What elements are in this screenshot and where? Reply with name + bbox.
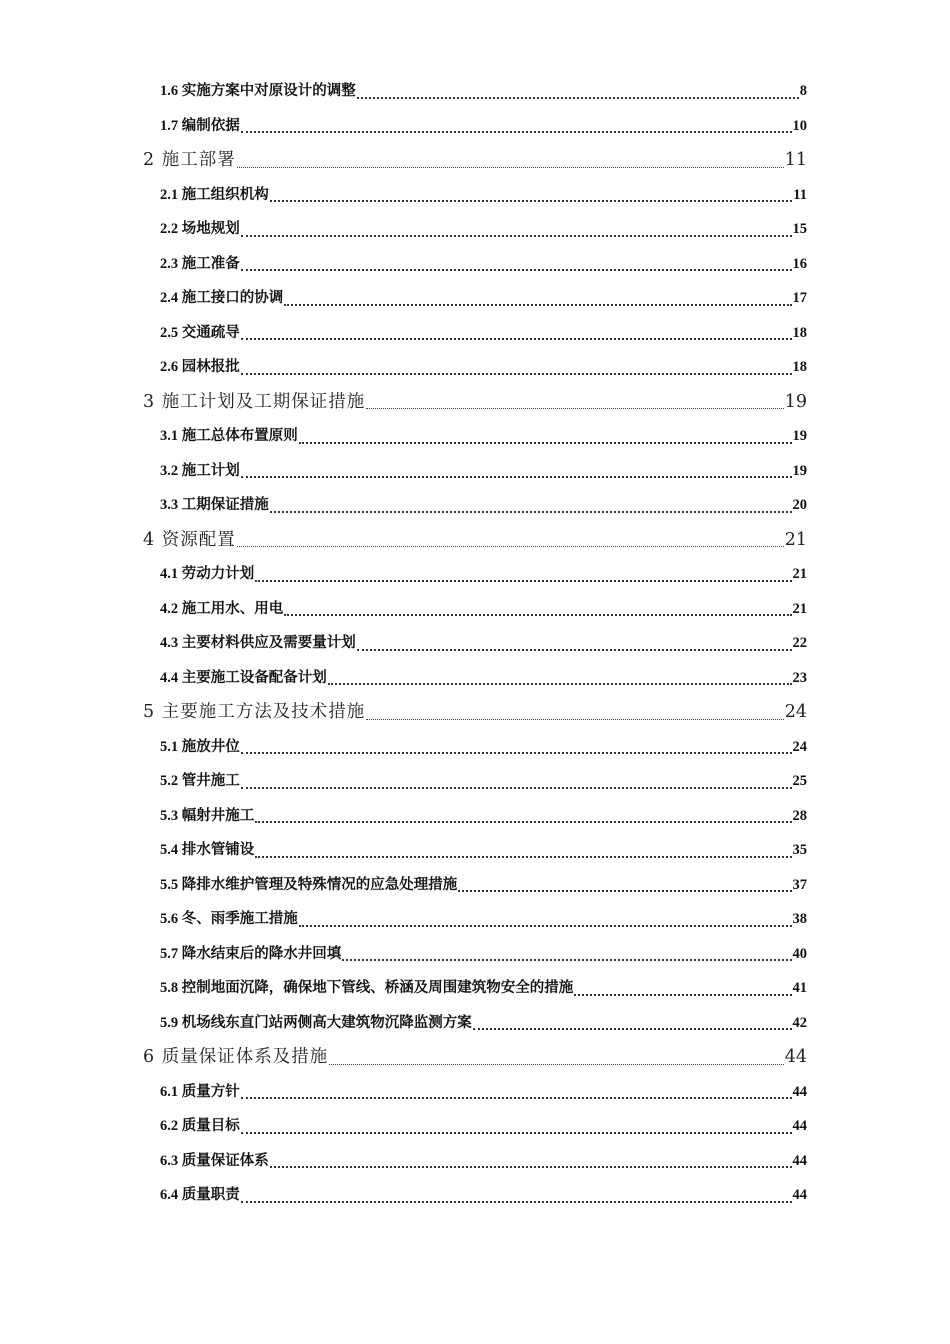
toc-page-number: 41 bbox=[792, 980, 807, 996]
toc-section-entry[interactable] bbox=[0, 626, 950, 661]
dot-leader bbox=[458, 868, 791, 903]
table-of-contents bbox=[0, 74, 950, 1213]
toc-page-number: 11 bbox=[793, 186, 807, 203]
toc-section-entry[interactable] bbox=[0, 454, 950, 489]
toc-page-number: 24 bbox=[784, 702, 807, 722]
dot-leader bbox=[255, 799, 791, 834]
toc-entry-title: 6 质量保证体系及措施 bbox=[143, 1047, 329, 1067]
toc-section-entry[interactable] bbox=[0, 350, 950, 385]
dot-leader bbox=[241, 316, 792, 351]
toc-entry-title: 2 施工部署 bbox=[143, 150, 236, 170]
toc-entry-title: 3.3 工期保证措施 bbox=[160, 497, 269, 513]
dot-leader bbox=[241, 1075, 792, 1110]
toc-section-entry[interactable] bbox=[0, 799, 950, 834]
dot-leader bbox=[241, 764, 792, 799]
toc-page-number: 22 bbox=[792, 635, 807, 651]
toc-section-entry[interactable] bbox=[0, 109, 950, 144]
dot-leader bbox=[237, 143, 784, 178]
toc-section-entry[interactable] bbox=[0, 868, 950, 903]
toc-section-entry[interactable] bbox=[0, 1075, 950, 1110]
toc-entry-title: 1.6 实施方案中对原设计的调整 bbox=[160, 83, 356, 99]
dot-leader bbox=[342, 937, 791, 972]
toc-entry-title: 5.3 幅射井施工 bbox=[160, 807, 255, 824]
toc-entry-title: 4 资源配置 bbox=[143, 529, 236, 550]
dot-leader bbox=[473, 1006, 792, 1041]
toc-entry-title: 5.7 降水结束后的降水井回填 bbox=[160, 945, 342, 962]
dot-leader bbox=[366, 385, 784, 420]
dot-leader bbox=[366, 695, 784, 730]
dot-leader bbox=[299, 419, 792, 454]
toc-page-number: 19 bbox=[784, 391, 807, 412]
toc-entry-title: 6.3 质量保证体系 bbox=[160, 1152, 269, 1169]
toc-entry-title: 6.1 质量方针 bbox=[160, 1083, 240, 1100]
toc-page-number: 11 bbox=[784, 150, 807, 170]
toc-entry-title: 4.2 施工用水、用电 bbox=[160, 600, 284, 617]
toc-entry-title: 3.1 施工总体布置原则 bbox=[160, 428, 298, 444]
toc-page-number: 44 bbox=[792, 1152, 807, 1169]
dot-leader bbox=[357, 626, 792, 661]
toc-page-number: 44 bbox=[784, 1047, 807, 1067]
toc-page-number: 21 bbox=[784, 529, 807, 550]
toc-page-number: 40 bbox=[792, 945, 807, 962]
toc-entry-title: 5.5 降排水维护管理及特殊情况的应急处理措施 bbox=[160, 876, 458, 893]
toc-page-number: 37 bbox=[792, 876, 807, 893]
dot-leader bbox=[241, 350, 792, 385]
toc-entry-title: 5.6 冬、雨季施工措施 bbox=[160, 911, 298, 927]
toc-section-entry[interactable] bbox=[0, 764, 950, 799]
toc-page-number: 38 bbox=[792, 911, 807, 927]
dot-leader bbox=[241, 109, 792, 144]
toc-section-entry[interactable] bbox=[0, 316, 950, 351]
dot-leader bbox=[574, 971, 791, 1006]
toc-entry-title: 4.1 劳动力计划 bbox=[160, 566, 255, 582]
toc-section-entry[interactable] bbox=[0, 833, 950, 868]
toc-section-entry[interactable] bbox=[0, 730, 950, 765]
toc-section-entry[interactable] bbox=[0, 902, 950, 937]
toc-page-number: 23 bbox=[792, 669, 807, 686]
dot-leader bbox=[241, 1178, 792, 1213]
toc-page-number: 10 bbox=[792, 117, 807, 134]
dot-leader bbox=[241, 1109, 792, 1144]
toc-page-number: 19 bbox=[792, 428, 807, 444]
dot-leader bbox=[241, 212, 792, 247]
toc-section-entry[interactable] bbox=[0, 488, 950, 523]
toc-page-number: 16 bbox=[792, 255, 807, 272]
toc-page-number: 21 bbox=[792, 600, 807, 617]
toc-entry-title: 3 施工计划及工期保证措施 bbox=[143, 391, 366, 412]
dot-leader bbox=[241, 454, 792, 489]
toc-entry-title: 5.2 管井施工 bbox=[160, 773, 240, 789]
toc-page-number: 18 bbox=[792, 324, 807, 341]
dot-leader bbox=[241, 730, 792, 765]
toc-entry-title: 4.4 主要施工设备配备计划 bbox=[160, 669, 327, 686]
toc-page-number: 42 bbox=[792, 1014, 807, 1031]
toc-page-number: 28 bbox=[792, 807, 807, 824]
dot-leader bbox=[284, 281, 791, 316]
toc-page-number: 18 bbox=[792, 359, 807, 375]
toc-entry-title: 2.1 施工组织机构 bbox=[160, 186, 269, 203]
dot-leader bbox=[237, 523, 784, 558]
toc-entry-title: 6.2 质量目标 bbox=[160, 1118, 240, 1134]
toc-entry-title: 5.8 控制地面沉降，确保地下管线、桥涵及周围建筑物安全的措施 bbox=[160, 980, 574, 996]
dot-leader bbox=[270, 1144, 792, 1179]
toc-section-entry[interactable] bbox=[0, 1109, 950, 1144]
toc-section-entry[interactable] bbox=[0, 661, 950, 696]
toc-entry-title: 2.3 施工准备 bbox=[160, 255, 240, 272]
toc-entry-title: 6.4 质量职责 bbox=[160, 1187, 240, 1203]
toc-section-entry[interactable] bbox=[0, 1006, 950, 1041]
toc-section-entry[interactable] bbox=[0, 1178, 950, 1213]
toc-entry-title: 5.9 机场线东直门站两侧高大建筑物沉降监测方案 bbox=[160, 1014, 472, 1031]
dot-leader bbox=[241, 247, 792, 282]
dot-leader bbox=[284, 592, 791, 627]
toc-chapter-entry[interactable] bbox=[0, 143, 950, 178]
dot-leader bbox=[329, 1040, 784, 1075]
dot-leader bbox=[299, 902, 792, 937]
toc-section-entry[interactable] bbox=[0, 419, 950, 454]
toc-chapter-entry[interactable] bbox=[0, 695, 950, 730]
toc-entry-title: 2.2 场地规划 bbox=[160, 221, 240, 237]
toc-chapter-entry[interactable] bbox=[0, 523, 950, 558]
dot-leader bbox=[357, 74, 799, 109]
dot-leader bbox=[270, 178, 793, 213]
toc-section-entry[interactable] bbox=[0, 937, 950, 972]
toc-entry-title: 3.2 施工计划 bbox=[160, 462, 240, 479]
toc-page-number: 24 bbox=[792, 738, 807, 755]
toc-page-number: 20 bbox=[792, 497, 807, 513]
toc-section-entry[interactable] bbox=[0, 971, 950, 1006]
toc-page-number: 15 bbox=[792, 221, 807, 237]
toc-section-entry[interactable] bbox=[0, 557, 950, 592]
toc-entry-title: 2.4 施工接口的协调 bbox=[160, 290, 284, 306]
toc-page-number: 35 bbox=[792, 842, 807, 858]
toc-entry-title: 2.6 园林报批 bbox=[160, 359, 240, 375]
toc-entry-title: 4.3 主要材料供应及需要量计划 bbox=[160, 635, 356, 651]
dot-leader bbox=[255, 557, 791, 592]
toc-entry-title: 5 主要施工方法及技术措施 bbox=[143, 702, 366, 722]
toc-page-number: 8 bbox=[799, 83, 807, 99]
toc-page-number: 17 bbox=[792, 290, 807, 306]
toc-entry-title: 5.4 排水管铺设 bbox=[160, 842, 255, 858]
toc-page-number: 25 bbox=[792, 773, 807, 789]
toc-page-number: 44 bbox=[792, 1187, 807, 1203]
toc-chapter-entry[interactable] bbox=[0, 385, 950, 420]
toc-section-entry[interactable] bbox=[0, 74, 950, 109]
toc-section-entry[interactable] bbox=[0, 1144, 950, 1179]
toc-section-entry[interactable] bbox=[0, 212, 950, 247]
toc-page-number: 44 bbox=[792, 1118, 807, 1134]
toc-section-entry[interactable] bbox=[0, 281, 950, 316]
dot-leader bbox=[270, 488, 792, 523]
toc-section-entry[interactable] bbox=[0, 178, 950, 213]
toc-page-number: 19 bbox=[792, 462, 807, 479]
dot-leader bbox=[255, 833, 791, 868]
dot-leader bbox=[328, 661, 792, 696]
toc-page-number: 21 bbox=[792, 566, 807, 582]
toc-page-number: 44 bbox=[792, 1083, 807, 1100]
toc-entry-title: 2.5 交通疏导 bbox=[160, 324, 240, 341]
toc-entry-title: 1.7 编制依据 bbox=[160, 117, 240, 134]
toc-section-entry[interactable] bbox=[0, 247, 950, 282]
toc-entry-title: 5.1 施放井位 bbox=[160, 738, 240, 755]
toc-chapter-entry[interactable] bbox=[0, 1040, 950, 1075]
toc-section-entry[interactable] bbox=[0, 592, 950, 627]
